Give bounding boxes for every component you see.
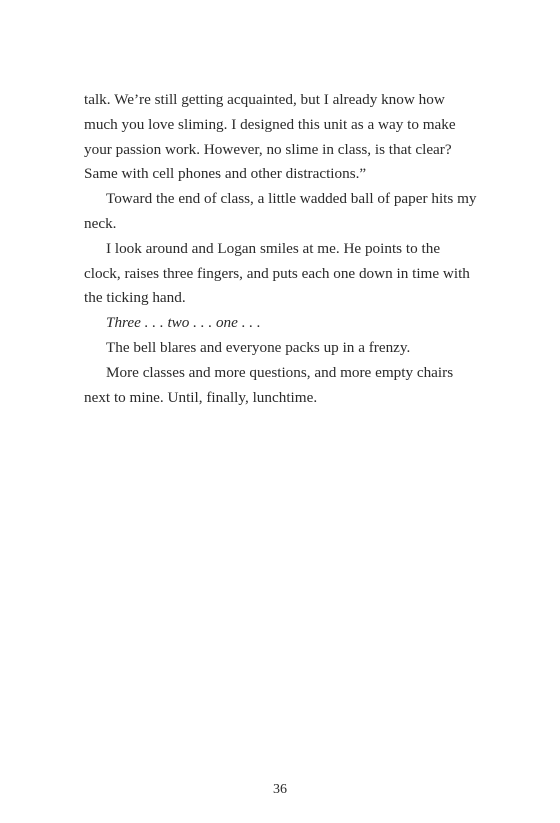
paragraph-4-countdown: Three . . . two . . . one . . . — [106, 314, 261, 332]
paragraph-3: I look around and Logan smiles at me. He points to the clock, raises three fingers, and puts each one down in time with the ticking hand. — [84, 239, 470, 307]
paragraph-2: Toward the end of class, a little wadded ball of paper hits my neck. — [84, 190, 477, 232]
paragraph-6: More classes and more questions, and more empty chairs next to mine. Until, finally, lunchtime. — [84, 363, 454, 406]
paragraph-5: The bell blares and everyone packs up in a frenzy. — [106, 338, 411, 356]
page-number: 36 — [273, 782, 287, 797]
body-text — [84, 88, 480, 410]
paragraph-1: talk. We’re still getting acquainted, but I already know how much you love sliming. I designed this unit as a way to make your passion work. However, no slime in class, is that clear? Same with cell phones and other distractions.” — [84, 91, 456, 183]
